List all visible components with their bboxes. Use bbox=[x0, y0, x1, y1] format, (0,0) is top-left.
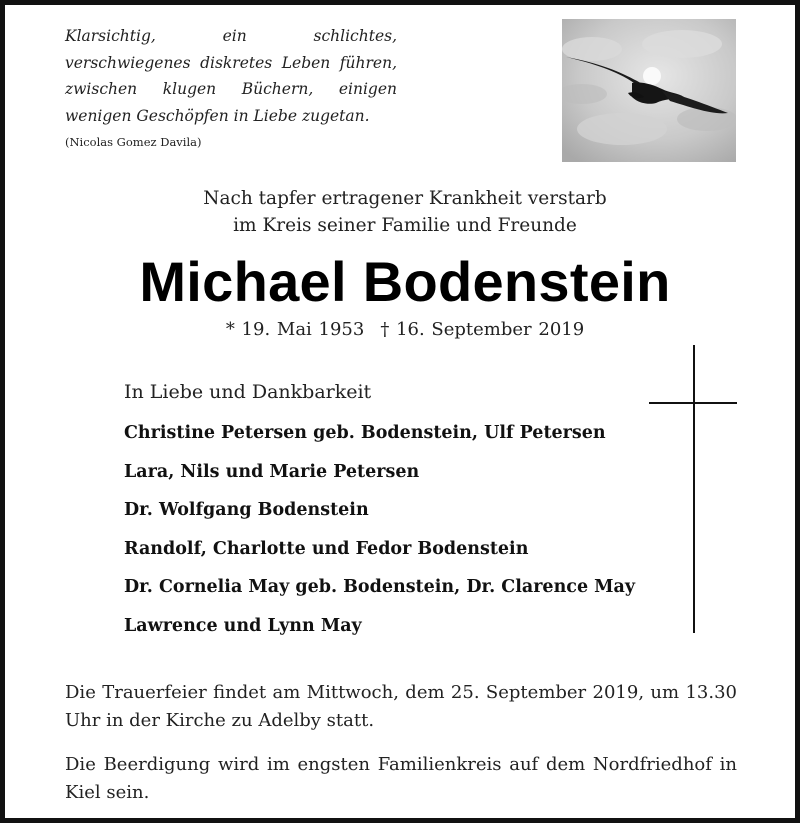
life-dates bbox=[5, 319, 800, 340]
epigraph-author: (Nicolas Gomez Davila) bbox=[65, 135, 202, 149]
intro-line-2: im Kreis seiner Familie und Freunde bbox=[233, 215, 577, 236]
mourner-line: Dr. Wolfgang Bodenstein bbox=[124, 500, 369, 520]
burial-info: Die Beerdigung wird im engsten Familienkreis auf dem Nordfriedhof in Kiel sein. bbox=[65, 754, 737, 803]
mourner-line: Christine Petersen geb. Bodenstein, Ulf Petersen bbox=[124, 423, 606, 443]
funeral-service-info: Die Trauerfeier findet am Mittwoch, dem 25. September 2019, um 13.30 Uhr in der Kirche zu Adelby statt. bbox=[65, 682, 737, 731]
mourner-line: Lara, Nils und Marie Petersen bbox=[124, 461, 420, 482]
mourner-line: Dr. Cornelia May geb. Bodenstein, Dr. Clarence May bbox=[124, 577, 636, 597]
mourner-line: Randolf, Charlotte und Fedor Bodenstein bbox=[124, 538, 529, 559]
birth-date: * 19. Mai 1953 bbox=[225, 319, 365, 340]
deceased-name: Michael Bodenstein bbox=[139, 250, 671, 313]
epigraph-quote: Klarsichtig, ein schlichtes, verschwiegenes diskretes Leben führen, zwischen klugen Büchern, einigen wenigen Geschöpfen in Liebe zugetan. bbox=[65, 27, 397, 125]
death-date: † 16. September 2019 bbox=[380, 319, 585, 340]
mourner-line: Lawrence und Lynn May bbox=[124, 615, 362, 636]
cross-icon bbox=[646, 345, 738, 633]
mourners-list bbox=[124, 421, 635, 652]
intro-line-1: Nach tapfer ertragener Krankheit verstarb bbox=[203, 188, 607, 209]
dedication: In Liebe und Dankbarkeit bbox=[124, 381, 372, 403]
bird-in-flight-photo bbox=[562, 19, 736, 162]
